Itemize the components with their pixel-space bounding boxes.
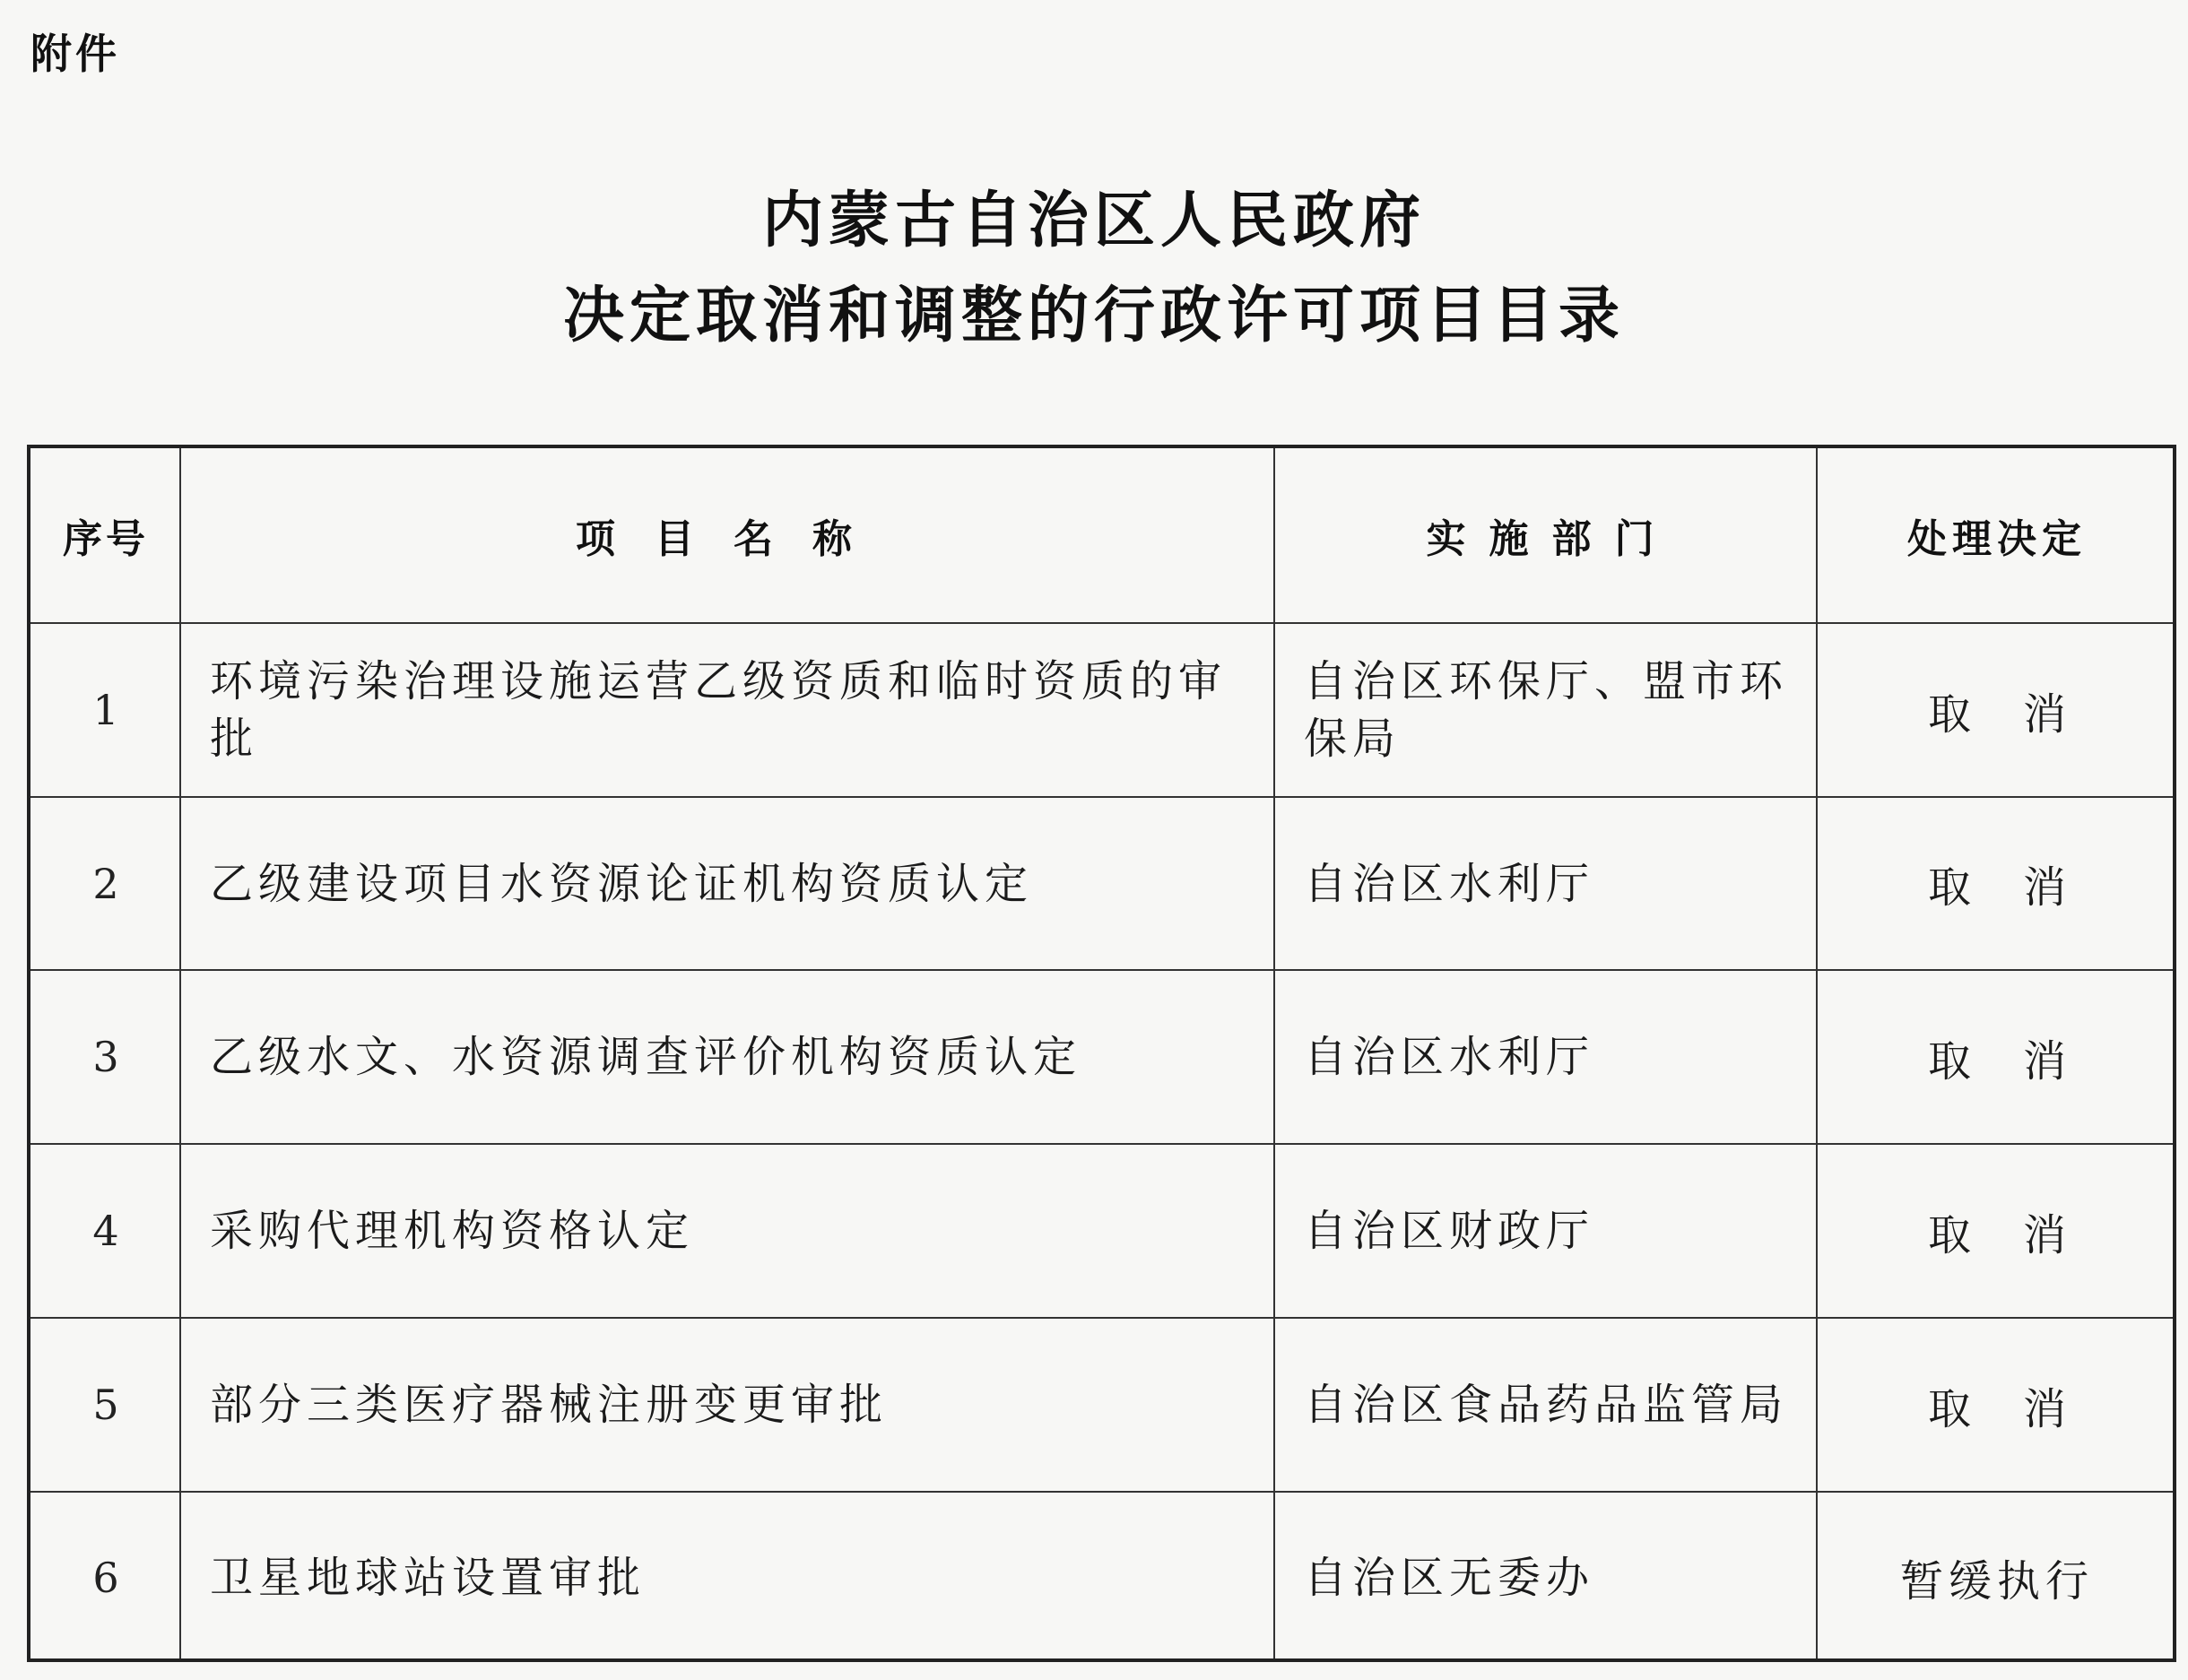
- column-divider: [1273, 448, 1275, 1658]
- column-divider: [1816, 448, 1818, 1658]
- row-decision-cell: [1818, 1493, 2176, 1662]
- row-name-cell: [181, 971, 1275, 1143]
- row-num: 6: [92, 1553, 119, 1602]
- table-row: [30, 969, 2173, 1143]
- table-row: [30, 796, 2173, 969]
- row-name-cell: [181, 1319, 1275, 1491]
- row-name-cell: [181, 798, 1275, 969]
- attachment-label: 附件: [30, 30, 120, 78]
- row-decision: 取消: [1927, 1209, 2118, 1260]
- row-num: 4: [92, 1207, 119, 1255]
- row-decision-cell: [1818, 1145, 2176, 1317]
- row-num-cell: [30, 971, 181, 1143]
- row-dept: 自治区无委办: [1304, 1552, 1595, 1603]
- row-decision: 取消: [1927, 1035, 2118, 1087]
- row-num-cell: [30, 624, 181, 796]
- row-dept: 自治区财政厅: [1304, 1206, 1595, 1256]
- row-name-cell: [181, 624, 1275, 796]
- row-num: 2: [92, 859, 119, 908]
- row-num: 5: [92, 1381, 119, 1429]
- table-row: [30, 1143, 2173, 1317]
- row-item-name: 卫星地球站设置审批: [210, 1552, 647, 1603]
- table-row: [30, 1317, 2173, 1491]
- header-name-label: 项目名称: [576, 516, 891, 562]
- row-dept: 自治区食品药品监管局: [1304, 1380, 1789, 1430]
- row-dept: 自治区水利厅: [1304, 858, 1595, 909]
- row-num-cell: [30, 1319, 181, 1491]
- row-dept-cell: [1275, 624, 1818, 796]
- row-num-cell: [30, 1145, 181, 1317]
- row-decision-cell: [1818, 798, 2176, 969]
- row-item-name: 环境污染治理设施运营乙级资质和临时资质的审批: [210, 656, 1228, 764]
- header-cell-decision: [1818, 448, 2176, 622]
- row-decision-cell: [1818, 1319, 2176, 1491]
- row-num: 3: [92, 1033, 119, 1081]
- document-title-line-2: 决定取消和调整的行政许可项目目录: [562, 281, 1625, 351]
- row-name-cell: [181, 1145, 1275, 1317]
- row-name-cell: [181, 1493, 1275, 1662]
- row-decision: 取消: [1927, 862, 2118, 913]
- row-dept: 自治区水利厅: [1304, 1032, 1595, 1082]
- header-dept-label: 实施部门: [1426, 516, 1678, 562]
- row-dept-cell: [1275, 798, 1818, 969]
- row-decision: 取消: [1927, 688, 2118, 740]
- header-cell-dept: [1275, 448, 1818, 622]
- row-dept-cell: [1275, 1493, 1818, 1662]
- row-decision: 暂缓执行: [1899, 1556, 2094, 1606]
- row-num-cell: [30, 798, 181, 969]
- row-num-cell: [30, 1493, 181, 1662]
- row-dept-cell: [1275, 1145, 1818, 1317]
- row-decision-cell: [1818, 971, 2176, 1143]
- row-dept-cell: [1275, 971, 1818, 1143]
- header-cell-num: [30, 448, 181, 622]
- row-dept: 自治区环保厅、盟市环保局: [1304, 656, 1789, 764]
- row-item-name: 部分三类医疗器械注册变更审批: [210, 1380, 889, 1430]
- row-item-name: 乙级建设项目水资源论证机构资质认定: [210, 858, 1034, 909]
- row-num: 1: [92, 686, 119, 734]
- row-item-name: 采购代理机构资格认定: [210, 1206, 695, 1256]
- row-item-name: 乙级水文、水资源调查评价机构资质认定: [210, 1032, 1082, 1082]
- row-dept-cell: [1275, 1319, 1818, 1491]
- document-title-line-1: 内蒙古自治区人民政府: [761, 186, 1426, 256]
- row-decision: 取消: [1927, 1383, 2118, 1434]
- table-row: [30, 622, 2173, 796]
- row-decision-cell: [1818, 624, 2176, 796]
- header-num-label: 序号: [63, 516, 149, 562]
- permit-table: [27, 445, 2176, 1662]
- header-decision-label: 处理决定: [1907, 516, 2087, 562]
- table-header-row: [30, 448, 2173, 622]
- table-row: [30, 1491, 2173, 1662]
- column-divider: [179, 448, 181, 1658]
- header-cell-name: [181, 448, 1275, 622]
